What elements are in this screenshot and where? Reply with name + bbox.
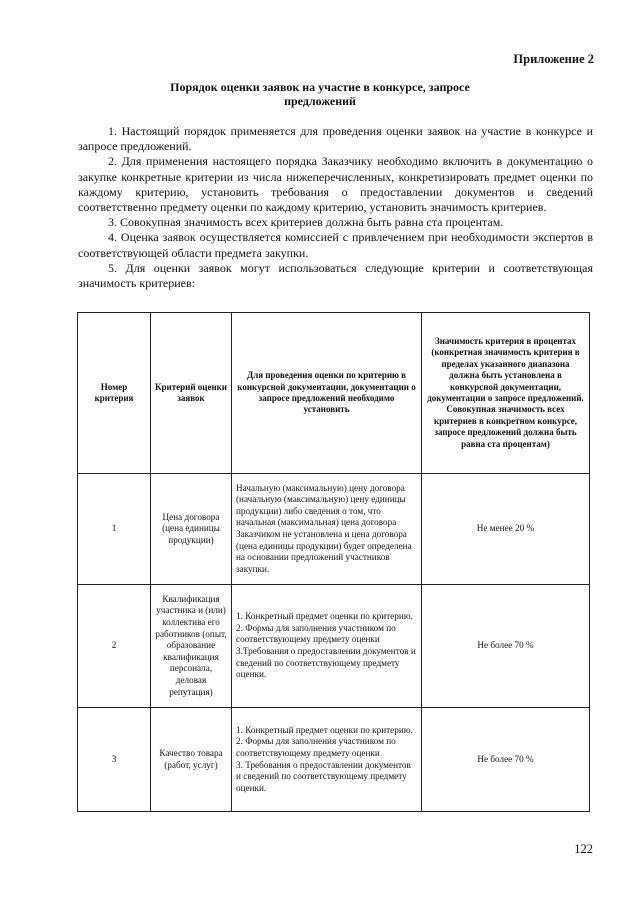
requirement-line: 2. Формы для заполнения участником по соответствующему предмету оценки [236, 736, 396, 758]
table-row [78, 708, 590, 812]
requirement-line: 3. Требования о предоставлении документов и сведений по соответствующему предмету оценки. [236, 759, 411, 793]
requirement-line: Начальную (максимальную) цену договора (начальную (максимальную) цену единицы продукции) либо сведения о том, что начальная (максимальная) цена договора Заказчиком не установлена и цена договора (цена единицы продукции) будет определена на основании предложений участников закупки. [236, 482, 412, 574]
row-requirements [232, 474, 422, 585]
criteria-table [77, 312, 590, 812]
header-criterion: Критерий оценки заявок [151, 313, 232, 474]
document-title [80, 80, 560, 108]
row-number: 3 [78, 708, 151, 812]
requirement-line: 1. Конкретный предмет оценки по критерию. [236, 611, 413, 622]
header-number: Номер критерия [78, 313, 151, 474]
row-weight: Не более 70 % [422, 708, 590, 812]
row-criterion: Квалификация участника и (или) коллектива его работников (опыт, образование квалификация персонала, деловая репутация) [151, 585, 232, 708]
paragraph-5: 5. Для оценки заявок могут использоваться следующие критерии и соответствующая значимость критериев: [78, 260, 593, 291]
row-weight: Не менее 20 % [422, 474, 590, 585]
requirement-line: 2. Формы для заполнения участником по соответствующему предмету оценки [236, 622, 396, 645]
paragraph-1: 1. Настоящий порядок применяется для проведения оценки заявок на участие в конкурсе и запросе предложений. [78, 124, 593, 154]
paragraph-4: 4. Оценка заявок осуществляется комиссией с привлечением при необходимости экспертов в соответствующей области предмета закупки. [78, 230, 593, 260]
requirement-line: 1. Конкретный предмет оценки по критерию. [236, 724, 413, 735]
header-weight: Значимость критерия в процентах (конкретная значимость критерия в пределах указанного диапазона должна быть установлена в конкурсной документации, документации о запросе предложений. Совокупная значимость всех критериев в конкретном конкурсе, запросе предложений должна быть равна ста процентам) [422, 313, 590, 474]
page-number: 122 [574, 842, 593, 856]
row-criterion: Качество товара (работ, услуг) [151, 708, 232, 812]
document-title-line1: Порядок оценки заявок на участие в конкурсе, запросе [170, 80, 470, 94]
paragraph-3: 3. Совокупная значимость всех критериев должна быть равна ста процентам. [108, 215, 504, 230]
table-header-row [78, 313, 590, 474]
requirement-line: 3.Требования о предоставлении документов и сведений по соответствующему предмету оценки. [236, 646, 416, 680]
row-weight: Не более 70 % [422, 585, 590, 708]
row-number: 1 [78, 474, 151, 585]
row-number: 2 [78, 585, 151, 708]
row-requirements [232, 708, 422, 812]
paragraph-2: 2. Для применения настоящего порядка Заказчику необходимо включить в документацию о закупке конкретные критерии из числа нижеперечисленных, конкретизировать предмет оценки по каждому критерию, установить требования о предоставлении документов и сведений соответственно предмету оценки по каждому критерию, установить значимость критериев. [78, 154, 593, 215]
table-row [78, 585, 590, 708]
body-text [78, 124, 593, 291]
table-row [78, 474, 590, 585]
appendix-label: Приложение 2 [513, 52, 594, 66]
document-title-line2: предложений [284, 94, 356, 108]
row-requirements [232, 585, 422, 708]
header-requirements: Для проведения оценки по критерию в конкурсной документации, документации о запросе предложений необходимо установить [232, 313, 422, 474]
row-criterion: Цена договора (цена единицы продукции) [151, 474, 232, 585]
